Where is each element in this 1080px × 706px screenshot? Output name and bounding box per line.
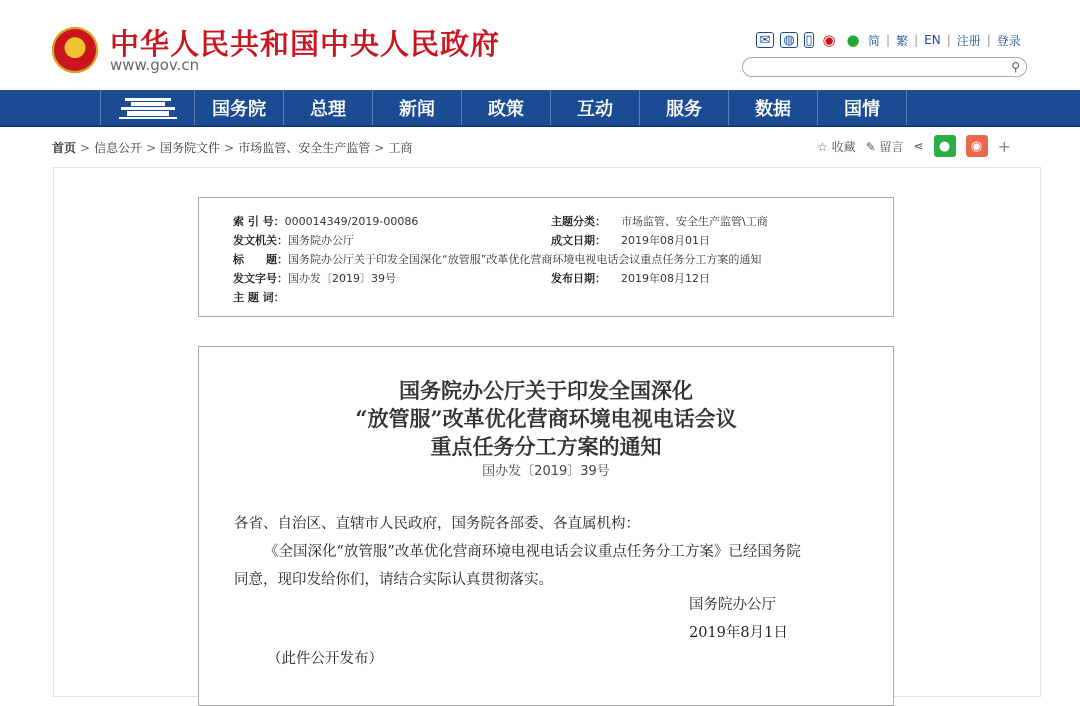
doc-title-line-1: 国务院办公厅关于印发全国深化 <box>399 378 693 403</box>
meta-index <box>233 213 418 229</box>
article-tools <box>817 134 1011 158</box>
meta-label: 标 题： <box>233 253 288 266</box>
meta-label: 索 引 号： <box>233 215 285 228</box>
breadcrumb-separator: > <box>374 141 385 155</box>
comment-button[interactable] <box>866 138 904 155</box>
link-english[interactable]: EN <box>924 33 941 47</box>
breadcrumb-separator: > <box>80 141 91 155</box>
meta-label: 主题分类： <box>551 215 606 228</box>
weibo-share-icon[interactable]: ◉ <box>966 135 988 157</box>
breadcrumb <box>52 139 412 156</box>
nav-item-services[interactable]: 服务 <box>640 90 729 125</box>
breadcrumb-item[interactable]: 市场监管、安全生产监管 <box>238 141 371 155</box>
top-links <box>756 30 1021 50</box>
link-separator: | <box>914 33 919 47</box>
comment-label: 留言 <box>879 139 904 154</box>
nav-item-national-info[interactable]: 国情 <box>818 90 907 125</box>
favorite-label: 收藏 <box>831 139 856 154</box>
meta-topic <box>551 213 768 229</box>
site-header <box>0 0 1080 90</box>
document-metadata <box>198 197 894 317</box>
mobile-icon[interactable]: ▯ <box>805 32 813 48</box>
link-traditional[interactable]: 繁 <box>896 33 909 48</box>
meta-label: 主 题 词： <box>233 291 285 304</box>
message-icon[interactable]: ◍ <box>780 32 798 48</box>
nav-item-data[interactable]: 数据 <box>729 90 818 125</box>
doc-date: 2019年8月1日 <box>689 625 788 641</box>
meta-label: 发文机关： <box>233 234 288 247</box>
meta-doc-number <box>233 270 396 286</box>
nav-item-policy[interactable]: 政策 <box>462 90 551 125</box>
doc-signature: 国务院办公厅 <box>689 597 776 613</box>
meta-value: 国务院办公厅关于印发全国深化“放管服”改革优化营商环境电视电话会议重点任务分工方案的通知 <box>288 253 762 266</box>
meta-label: 发文字号： <box>233 272 288 285</box>
doc-number: 国办发〔2019〕39号 <box>482 464 610 479</box>
doc-body-line: 《全国深化“放管服”改革优化营商环境电视电话会议重点任务分工方案》已经国务院 <box>264 544 801 560</box>
meta-publish-date <box>551 270 710 286</box>
tiananmen-icon <box>119 96 177 120</box>
meta-issuer <box>233 232 354 248</box>
doc-title-line-3: 重点任务分工方案的通知 <box>430 434 662 459</box>
breadcrumb-separator: > <box>146 141 157 155</box>
breadcrumb-item[interactable]: 信息公开 <box>94 141 143 155</box>
meta-value: 000014349/2019-00086 <box>284 215 419 228</box>
search-box <box>742 57 1027 77</box>
link-separator: | <box>986 33 991 47</box>
nav-home[interactable] <box>100 90 195 125</box>
main-nav <box>0 90 1080 127</box>
doc-body-line: 同意，现印发给你们，请结合实际认真贯彻落实。 <box>234 572 553 588</box>
search-icon[interactable]: ⚲ <box>1011 60 1020 74</box>
meta-keywords <box>233 289 285 305</box>
star-icon: ☆ <box>817 139 828 154</box>
breadcrumb-separator: > <box>224 141 235 155</box>
nav-item-interaction[interactable]: 互动 <box>551 90 640 125</box>
breadcrumb-item[interactable]: 国务院文件 <box>160 141 221 155</box>
link-register[interactable]: 注册 <box>956 33 981 48</box>
share-icon[interactable]: ⋖ <box>913 139 924 153</box>
nav-item-premier[interactable]: 总理 <box>284 90 373 125</box>
wechat-icon[interactable]: ● <box>846 31 860 49</box>
search-input[interactable] <box>753 59 1007 79</box>
link-login[interactable]: 登录 <box>996 33 1021 48</box>
doc-salutation: 各省、自治区、直辖市人民政府，国务院各部委、各直属机构： <box>234 516 640 532</box>
nav-item-state-council[interactable]: 国务院 <box>195 90 284 125</box>
more-share-icon[interactable]: + <box>997 136 1011 156</box>
pencil-icon: ✎ <box>865 139 876 154</box>
document-body <box>198 346 894 706</box>
doc-note: （此件公开发布） <box>267 651 383 667</box>
breadcrumb-item[interactable]: 工商 <box>388 141 413 155</box>
weibo-icon[interactable]: ◉ <box>822 31 836 49</box>
national-emblem-icon[interactable] <box>52 27 98 73</box>
wechat-share-icon[interactable]: ● <box>934 135 956 157</box>
breadcrumb-home[interactable]: 首页 <box>52 141 77 155</box>
meta-written-date <box>551 232 710 248</box>
nav-item-news[interactable]: 新闻 <box>373 90 462 125</box>
site-url[interactable]: www.gov.cn <box>110 56 200 74</box>
favorite-button[interactable] <box>817 138 856 155</box>
meta-value: 2019年08月01日 <box>621 234 710 247</box>
meta-value: 2019年08月12日 <box>621 272 710 285</box>
meta-value: 国务院办公厅 <box>288 234 354 247</box>
site-title[interactable]: 中华人民共和国中央人民政府 <box>110 27 501 61</box>
link-separator: | <box>886 33 891 47</box>
mail-icon[interactable]: ✉ <box>756 32 774 48</box>
meta-label: 发布日期： <box>551 272 606 285</box>
doc-title-line-2: “放管服”改革优化营商环境电视电话会议 <box>355 406 737 431</box>
meta-value: 市场监管、安全生产监管\工商 <box>621 215 768 228</box>
meta-value: 国办发〔2019〕39号 <box>288 272 396 285</box>
meta-label: 成文日期： <box>551 234 606 247</box>
link-separator: | <box>946 33 951 47</box>
meta-title <box>233 251 761 267</box>
link-simplified[interactable]: 简 <box>868 33 881 48</box>
